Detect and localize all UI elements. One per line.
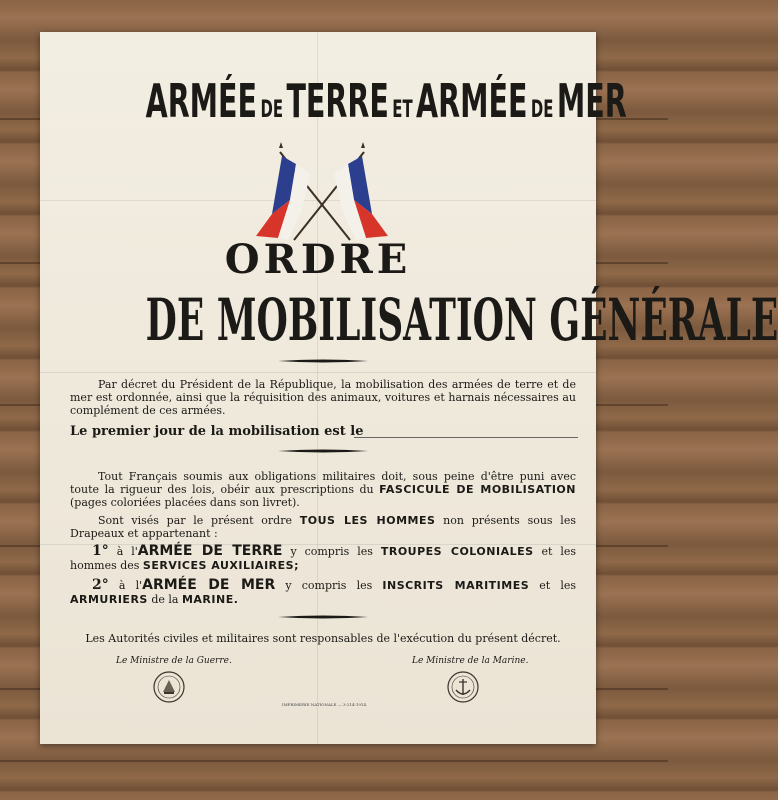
poster [40, 32, 778, 744]
item-caps: ARMÉE DE TERRE [137, 543, 283, 559]
poster-header [145, 74, 627, 128]
header-word: TERRE [286, 74, 389, 128]
first-day-line: Le premier jour de la mobilisation est le [70, 424, 364, 439]
war-ministry-seal-icon [152, 670, 186, 704]
concerned-paragraph [70, 514, 576, 540]
header-word: ARMÉE [416, 74, 528, 128]
item-caps: SERVICES AUXILIAIRES; [142, 559, 299, 572]
authorities-line: Les Autorités civiles et militaires sont responsables de l'exécution du présent décret. [85, 632, 561, 645]
fold-horizontal [40, 372, 596, 373]
title-mobilisation: DE MOBILISATION GÉNÉRALE [145, 286, 778, 354]
printer-mark: IMPRIMERIE NATIONALE — 3-214-1914. [282, 702, 368, 707]
concerned-caps: TOUS LES HOMMES [299, 514, 436, 527]
header-word: ET [392, 95, 413, 123]
concerned-text: non présents sous les Drapeaux et appartenant : [70, 514, 576, 540]
item-caps: ARMURIERS [70, 593, 148, 606]
item-caps: MARINE. [181, 593, 239, 606]
date-blank [354, 437, 578, 438]
item-caps: ARMÉE DE MER [142, 577, 276, 593]
decree-paragraph: Par décret du Président de la République, la mobilisation des armées de terre et de mer est ordonnée, ainsi que la réquisition des animaux, voitures et harnais nécessaires au complément de ces armées. [70, 378, 576, 417]
item-navy [70, 578, 576, 607]
header-word: DE [260, 95, 284, 123]
item-army [70, 544, 576, 573]
header-word: ARMÉE [145, 74, 258, 128]
navy-ministry-seal-icon [446, 670, 480, 704]
header-word: MER [556, 74, 627, 128]
obligation-caps: FASCICULE DE MOBILISATION [379, 483, 576, 496]
item-text: et les hommes des [70, 545, 577, 572]
crossed-flags-icon [252, 140, 392, 248]
header-word: DE [530, 95, 554, 123]
item-text: à l' [118, 579, 143, 592]
ornament-divider [278, 614, 368, 620]
item-text: et les [539, 579, 577, 592]
ornament-divider [278, 448, 368, 454]
item-number: 2° [92, 577, 109, 593]
minister-navy-label: Le Ministre de la Marine. [412, 656, 529, 666]
ornament-divider [278, 358, 368, 364]
item-text: à l' [116, 545, 138, 558]
obligation-text: (pages coloriées placées dans son livret). [70, 496, 300, 509]
item-caps: TROUPES COLONIALES [380, 545, 534, 558]
title-ordre: ORDRE [224, 236, 412, 283]
obligation-paragraph [70, 470, 576, 509]
item-caps: INSCRITS MARITIMES [382, 579, 530, 592]
obligation-text: Tout Français soumis aux obligations militaires doit, sous peine d'être puni avec toute la rigueur des lois, obéir aux prescriptions du [70, 470, 576, 496]
item-number: 1° [92, 543, 109, 559]
concerned-text: Sont visés par le présent ordre [98, 514, 292, 527]
item-text: de la [151, 593, 179, 606]
item-text: y compris les [285, 579, 373, 592]
item-text: y compris les [290, 545, 373, 558]
minister-war-label: Le Ministre de la Guerre. [116, 656, 232, 666]
